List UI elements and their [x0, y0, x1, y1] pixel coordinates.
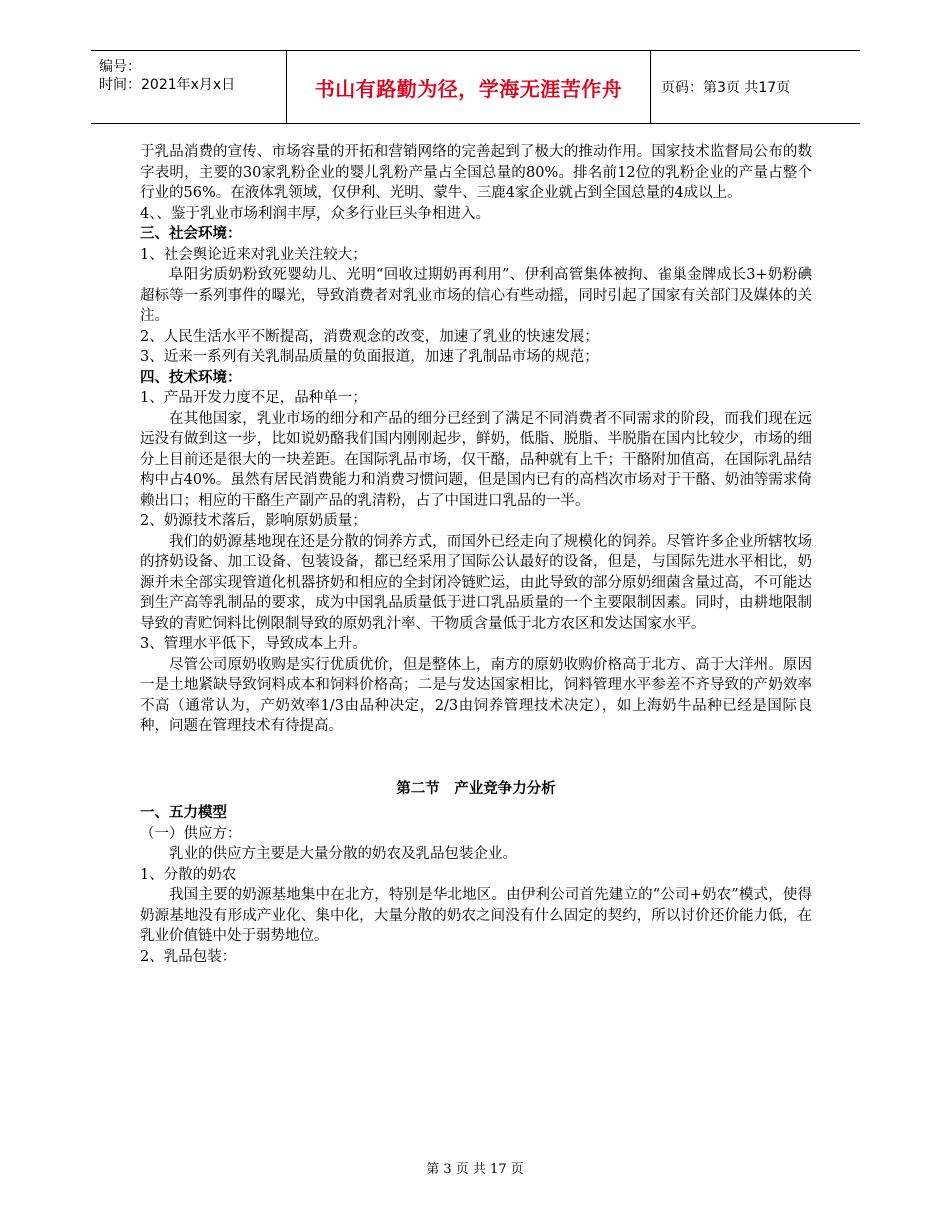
paragraph: 2、奶源技术落后，影响原奶质量； [140, 513, 367, 529]
document-body [140, 142, 812, 967]
paragraph: 2、人民生活水平不断提高，消费观念的改变，加速了乳业的快速发展； [140, 328, 599, 345]
paragraph: 阜阳劣质奶粉致死婴幼儿、光明“回收过期奶再利用”、伊利高管集体被拘、雀巢金牌成长3+奶粉碘超标等一系列事件的曝光，导致消费者对乳业市场的信心有些动摇，同时引起了国家有关部门及媒体的关注。 [140, 267, 812, 324]
page-footer: 第 3 页 共 17 页 [426, 1162, 524, 1177]
paragraph: 2、乳品包装： [140, 948, 237, 965]
paragraph: 乳业的供应方主要是大量分散的奶农及乳品包装企业。 [169, 846, 517, 862]
paragraph: 1、分散的奶农 [140, 866, 237, 883]
paragraph: 1、产品开发力度不足，品种单一； [140, 390, 367, 406]
paragraph: 4、、鉴于乳业市场利润丰厚，众多行业巨头争相进入。 [140, 205, 490, 222]
section-heading: 一、五力模型 [140, 805, 227, 821]
section-heading: 四、技术环境： [140, 369, 242, 386]
paragraph: 3、近来一系列有关乳制品质量的负面报道，加速了乳制品市场的规范； [140, 349, 599, 365]
section-heading: 三、社会环境： [140, 226, 242, 242]
header-meta [91, 51, 287, 123]
header-page-info: 页码：第3页 共17页 [661, 80, 791, 96]
paragraph: （一）供应方： [140, 825, 242, 842]
paragraph: 我们的奶源基地现在还是分散的饲养方式，而国外已经走向了规模化的饲养。尽管许多企业所辖牧场的挤奶设备、加工设备、包装设备，都已经采用了国际公认最好的设备，但是，与国际先进水平相比，奶源并未全部实现管道化机器挤奶和相应的全封闭冷链贮运，由此导致的部分原奶细菌含量过高，不可能达到生产高等乳制品的要求，成为中国乳品质量低于进口乳品质量的一个主要限制因素。同时，由耕地限制导致的青贮饲料比例限制导致的原奶乳汁率、干物质含量低于北方农区和发达国家水平。 [140, 533, 812, 632]
number-label: 编号： [99, 59, 141, 75]
paragraph: 1、社会舆论近来对乳业关注较大； [140, 246, 367, 263]
paragraph: 我国主要的奶源基地集中在北方，特别是华北地区。由伊利公司首先建立的“公司+奶农”模式，使得奶源基地没有形成产业化、集中化，大量分散的奶农之间没有什么固定的契约，所以讨价还价能力低，在乳业价值链中处于弱势地位。 [140, 887, 812, 944]
section-title: 第二节 产业竞争力分析 [396, 780, 556, 797]
page-header [91, 50, 860, 124]
time-label: 时间：2021年x月x日 [99, 77, 236, 93]
paragraph: 尽管公司原奶收购是实行优质优价，但是整体上，南方的原奶收购价格高于北方、高于大洋州。原因一是土地紧缺导致饲料成本和饲料价格高；二是与发达国家相比，饲料管理水平参差不齐导致的产奶效率不高（通常认为，产奶效率1/3由品种决定，2/3由饲养管理技术决定），如上海奶牛品种已经是国际良种，问题在管理技术有待提高。 [140, 656, 812, 734]
header-motto-cell [287, 51, 651, 123]
paragraph: 3、管理水平低下，导致成本上升。 [140, 636, 367, 652]
paragraph: 在其他国家，乳业市场的细分和产品的细分已经到了满足不同消费者不同需求的阶段，而我们现在远远没有做到这一步，比如说奶酪我们国内刚刚起步，鲜奶，低脂、脱脂、半脱脂在国内比较少，市场的细分上目前还是很大的一块差距。在国际乳品市场，仅干酪，品种就有上千；干酪附加值高，在国际乳品结构中占40%。虽然有居民消费能力和消费习惯问题，但是国内已有的高档次市场对于干酪、奶油等需求倚赖出口；相应的干酪生产副产品的乳清粉，占了中国进口乳品的一半。 [140, 410, 812, 509]
paragraph: 于乳品消费的宣传、市场容量的开拓和营销网络的完善起到了极大的推动作用。国家技术监督局公布的数字表明，主要的30家乳粉企业的婴儿乳粉产量占全国总量的80%。排名前12位的乳粉企业的产量占整个行业的56%。在液体乳领域，仅伊利、光明、蒙牛、三鹿4家企业就占到全国总量的4成以上。 [140, 144, 812, 201]
header-motto: 书山有路勤为径，学海无涯苦作舟 [314, 76, 623, 101]
